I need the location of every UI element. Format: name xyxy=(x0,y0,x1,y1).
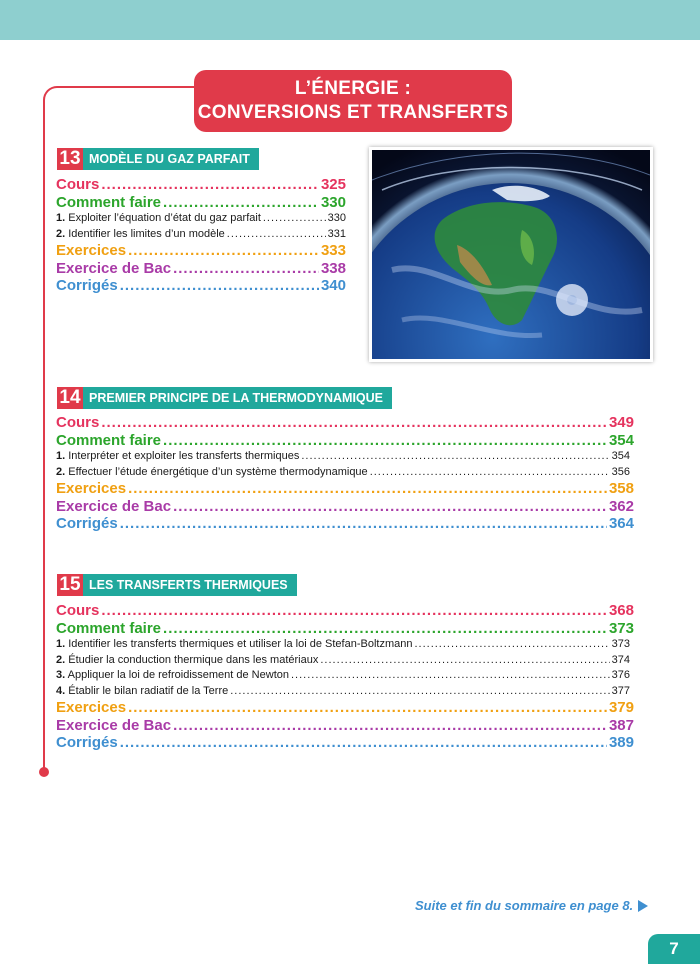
chapter-title: MODÈLE DU GAZ PARFAIT xyxy=(83,148,259,170)
toc-row-item[interactable]: 1. Exploiter l’équation d’état du gaz parfait ..... 330 xyxy=(56,211,346,227)
toc-row-comment-faire[interactable]: Comment faire ..... 373 xyxy=(56,620,634,638)
toc-row-cours[interactable]: Cours ..... 325 xyxy=(56,176,346,194)
toc-row-item[interactable]: 1. Identifier les transferts thermiques et utiliser la loi de Stefan-Boltzmann ..... 373 xyxy=(56,637,634,653)
chapter-number: 15 xyxy=(57,574,83,596)
chapter-14-header xyxy=(57,387,392,409)
chapter-15-header xyxy=(57,574,297,596)
decor-line-corner xyxy=(43,86,59,102)
toc-row-cours[interactable]: Cours ..... 349 xyxy=(56,414,634,432)
toc-row-exercices[interactable]: Exercices ..... 333 xyxy=(56,242,346,260)
toc-row-exercice-de-bac[interactable]: Exercice de Bac ..... 362 xyxy=(56,498,634,516)
chapter-title: LES TRANSFERTS THERMIQUES xyxy=(83,574,297,596)
toc-row-item[interactable]: 4. Établir le bilan radiatif de la Terre ..... 377 xyxy=(56,684,634,700)
play-arrow-icon xyxy=(638,900,648,912)
toc-row-item[interactable]: 2. Identifier les limites d’un modèle ..... 331 xyxy=(56,227,346,243)
toc-row-item[interactable]: 2. Effectuer l’étude énergétique d’un système thermodynamique ..... 356 xyxy=(56,465,634,481)
toc-row-exercice-de-bac[interactable]: Exercice de Bac ..... 387 xyxy=(56,717,634,735)
toc-row-comment-faire[interactable]: Comment faire ..... 330 xyxy=(56,194,346,212)
chapter-number: 13 xyxy=(57,148,83,170)
chapter-13-toc xyxy=(56,176,346,295)
toc-row-corriges[interactable]: Corrigés ..... 364 xyxy=(56,515,634,533)
page-number: 7 xyxy=(648,934,700,964)
chapter-title: PREMIER PRINCIPE DE LA THERMODYNAMIQUE xyxy=(83,387,392,409)
toc-row-corriges[interactable]: Corrigés ..... 340 xyxy=(56,277,346,295)
toc-row-exercices[interactable]: Exercices ..... 379 xyxy=(56,699,634,717)
toc-row-cours[interactable]: Cours ..... 368 xyxy=(56,602,634,620)
decor-line-vertical xyxy=(43,100,45,772)
decor-line-dot xyxy=(39,767,49,777)
continuation-text: Suite et fin du sommaire en page 8. xyxy=(415,898,634,913)
continuation-link[interactable] xyxy=(415,898,648,913)
toc-row-item[interactable]: 3. Appliquer la loi de refroidissement de Newton ..... 376 xyxy=(56,668,634,684)
toc-row-exercices[interactable]: Exercices ..... 358 xyxy=(56,480,634,498)
toc-row-item[interactable]: 1. Interpréter et exploiter les transferts thermiques ..... 354 xyxy=(56,449,634,465)
toc-row-item[interactable]: 2. Étudier la conduction thermique dans les matériaux ..... 374 xyxy=(56,653,634,669)
chapter-13-header xyxy=(57,148,259,170)
toc-row-comment-faire[interactable]: Comment faire ..... 354 xyxy=(56,432,634,450)
decor-line-horizontal xyxy=(57,86,195,88)
chapter-number: 14 xyxy=(57,387,83,409)
earth-photo-icon xyxy=(369,147,653,362)
part-title xyxy=(194,70,512,132)
earth-illustration xyxy=(372,150,650,359)
chapter-14-toc xyxy=(56,414,634,533)
part-title-line2: CONVERSIONS ET TRANSFERTS xyxy=(197,102,509,123)
chapter-15-toc xyxy=(56,602,634,752)
part-title-line1: L’ÉNERGIE : xyxy=(294,78,412,99)
toc-row-corriges[interactable]: Corrigés ..... 389 xyxy=(56,734,634,752)
toc-row-exercice-de-bac[interactable]: Exercice de Bac ..... 338 xyxy=(56,260,346,278)
top-color-bar xyxy=(0,0,700,40)
